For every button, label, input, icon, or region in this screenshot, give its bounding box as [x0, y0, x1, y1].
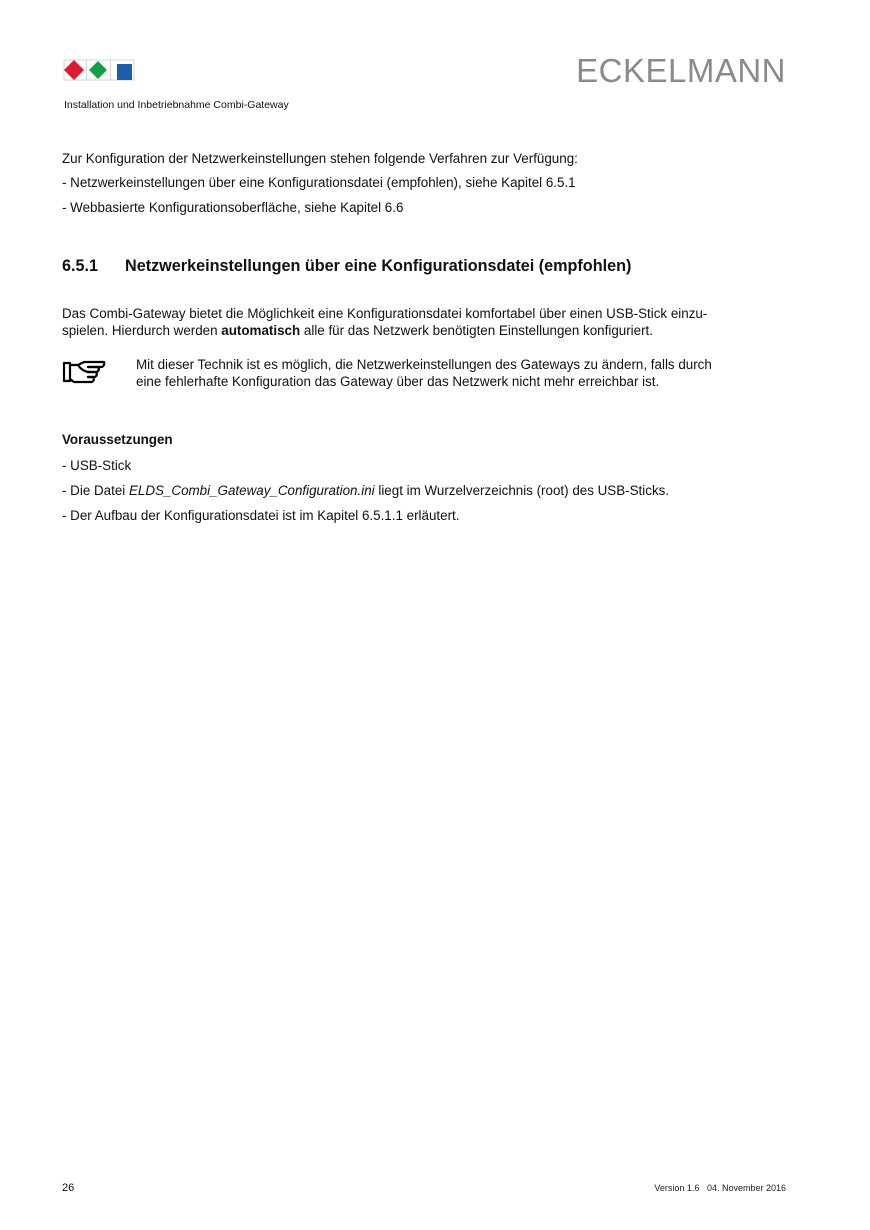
- section-heading: [62, 257, 631, 276]
- note-text: [136, 357, 712, 390]
- section-title: Netzwerkeinstellungen über eine Konfigurationsdatei (empfohlen): [125, 257, 632, 275]
- note-line: eine fehlerhafte Konfiguration das Gateway über das Netzwerk nicht mehr erreichbar ist.: [136, 373, 660, 389]
- paragraph-line: [62, 322, 707, 339]
- note-line: Mit dieser Technik ist es möglich, die Netzwerkeinstellungen des Gateways zu ändern, falls durch: [136, 357, 712, 372]
- page-number: 26: [62, 1182, 75, 1194]
- paragraph-bold-text: automatisch: [221, 323, 301, 338]
- config-filename: ELDS_Combi_Gateway_Configuration.ini: [128, 483, 375, 498]
- logo-blue-square: [117, 64, 132, 80]
- intro-text: Zur Konfiguration der Netzwerkeinstellungen stehen folgende Verfahren zur Verfügung:: [62, 151, 578, 166]
- intro-list-item: - Webbasierte Konfigurationsoberfläche, siehe Kapitel 6.6: [62, 200, 404, 215]
- brand-wordmark: ECKELMANN: [576, 52, 786, 89]
- requirements-text: - Die Datei: [62, 483, 129, 498]
- intro-list-item: - Netzwerkeinstellungen über eine Konfigurationsdatei (empfohlen), siehe Kapitel 6.5.1: [62, 175, 576, 190]
- requirements-title: Voraussetzungen: [62, 432, 173, 447]
- logo-red-diamond: [64, 60, 84, 80]
- requirements-item: - USB-Stick: [62, 458, 132, 473]
- eckelmann-logo-icon: [62, 58, 136, 82]
- section-number: 6.5.1: [62, 257, 99, 275]
- paragraph-line: Das Combi-Gateway bietet die Möglichkeit eine Konfigurationsdatei komfortabel über einen USB-Stick einzu-: [62, 306, 708, 321]
- version-info: Version 1.6 04. November 2016: [654, 1183, 786, 1193]
- logo-green-diamond: [89, 61, 107, 79]
- paragraph-text: spielen. Hierdurch werden: [62, 323, 222, 338]
- pointing-hand-icon: [62, 359, 106, 385]
- requirements-text: liegt im Wurzelverzeichnis (root) des USB-Sticks.: [374, 483, 670, 498]
- section-paragraph: [62, 305, 707, 339]
- paragraph-text: alle für das Netzwerk benötigten Einstellungen konfiguriert.: [300, 323, 653, 338]
- requirements-item: [62, 482, 669, 499]
- document-subtitle: Installation und Inbetriebnahme Combi-Gateway: [64, 99, 289, 111]
- requirements-item: - Der Aufbau der Konfigurationsdatei ist im Kapitel 6.5.1.1 erläutert.: [62, 508, 460, 523]
